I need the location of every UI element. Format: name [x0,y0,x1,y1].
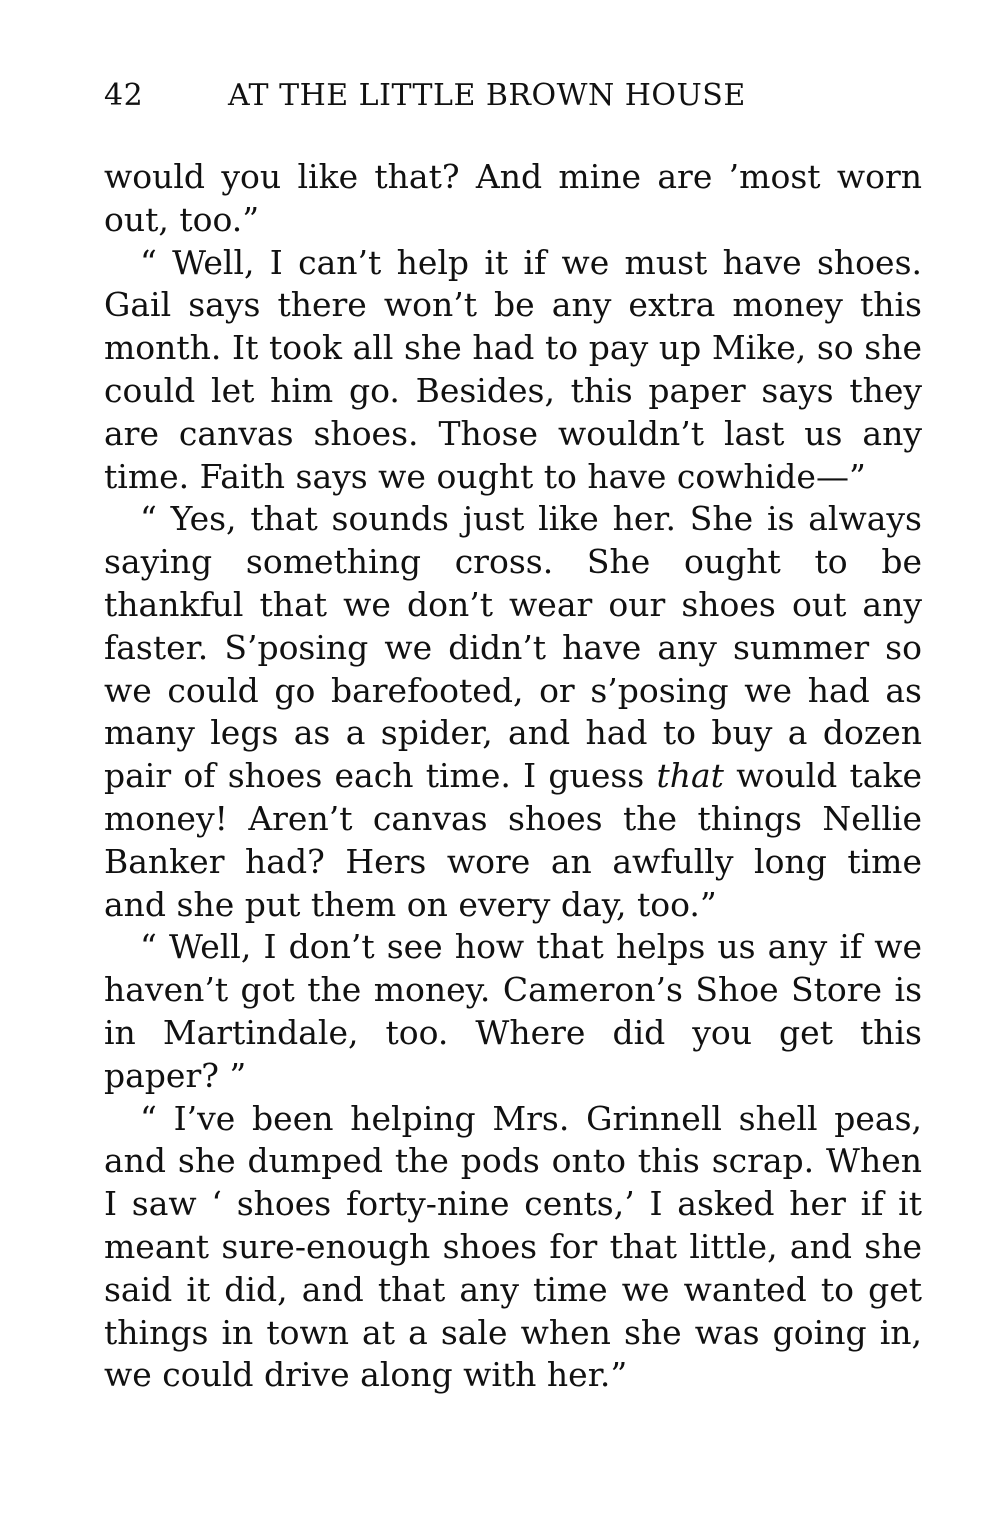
paragraph-grinnell: “ I’ve been helping Mrs. Grinnell shell peas, and she dumped the pods onto this scrap. When I saw ‘ shoes forty-nine cents,’ I asked her if it meant sure-enough shoes for that little, and she said it did, and that any time we wanted to get things in town at a sale when she was going in, we could drive along with her.” [104,1098,922,1395]
emphasized-word: that [656,756,724,796]
paragraph-thankful-before: “ Yes, that sounds just like her. She is always saying something cross. She ought to be thankful that we don’t wear our shoes out any faster. S’posing we didn’t have any summer so we could go barefooted, or s’posing we had as many legs as a spider, and had to buy a dozen pair of shoes each time. I guess [104,499,922,796]
running-head [104,78,922,120]
book-page [104,78,922,1397]
paragraph-continuation: would you like that? And mine are ’most worn out, too.” [104,157,922,239]
running-title: AT THE LITTLE BROWN HOUSE [228,78,746,113]
paragraph-thankful [104,498,922,926]
page-number: 42 [104,78,144,113]
body-text [104,156,922,1397]
paragraph-thankful-after: would take money! Aren’t canvas shoes the things Nellie Banker had? Hers wore an awfully long time and she put them on every day, too.” [104,756,922,924]
paragraph-shoe-store: “ Well, I don’t see how that helps us any if we haven’t got the money. Cameron’s Shoe Store is in Martindale, too. Where did you get this paper? ” [104,927,922,1095]
paragraph-shoes-money: “ Well, I can’t help it if we must have shoes. Gail says there won’t be any extra money this month. It took all she had to pay up Mike, so she could let him go. Besides, this paper says they are canvas shoes. Those wouldn’t last us any time. Faith says we ought to have cowhide—” [104,242,922,496]
